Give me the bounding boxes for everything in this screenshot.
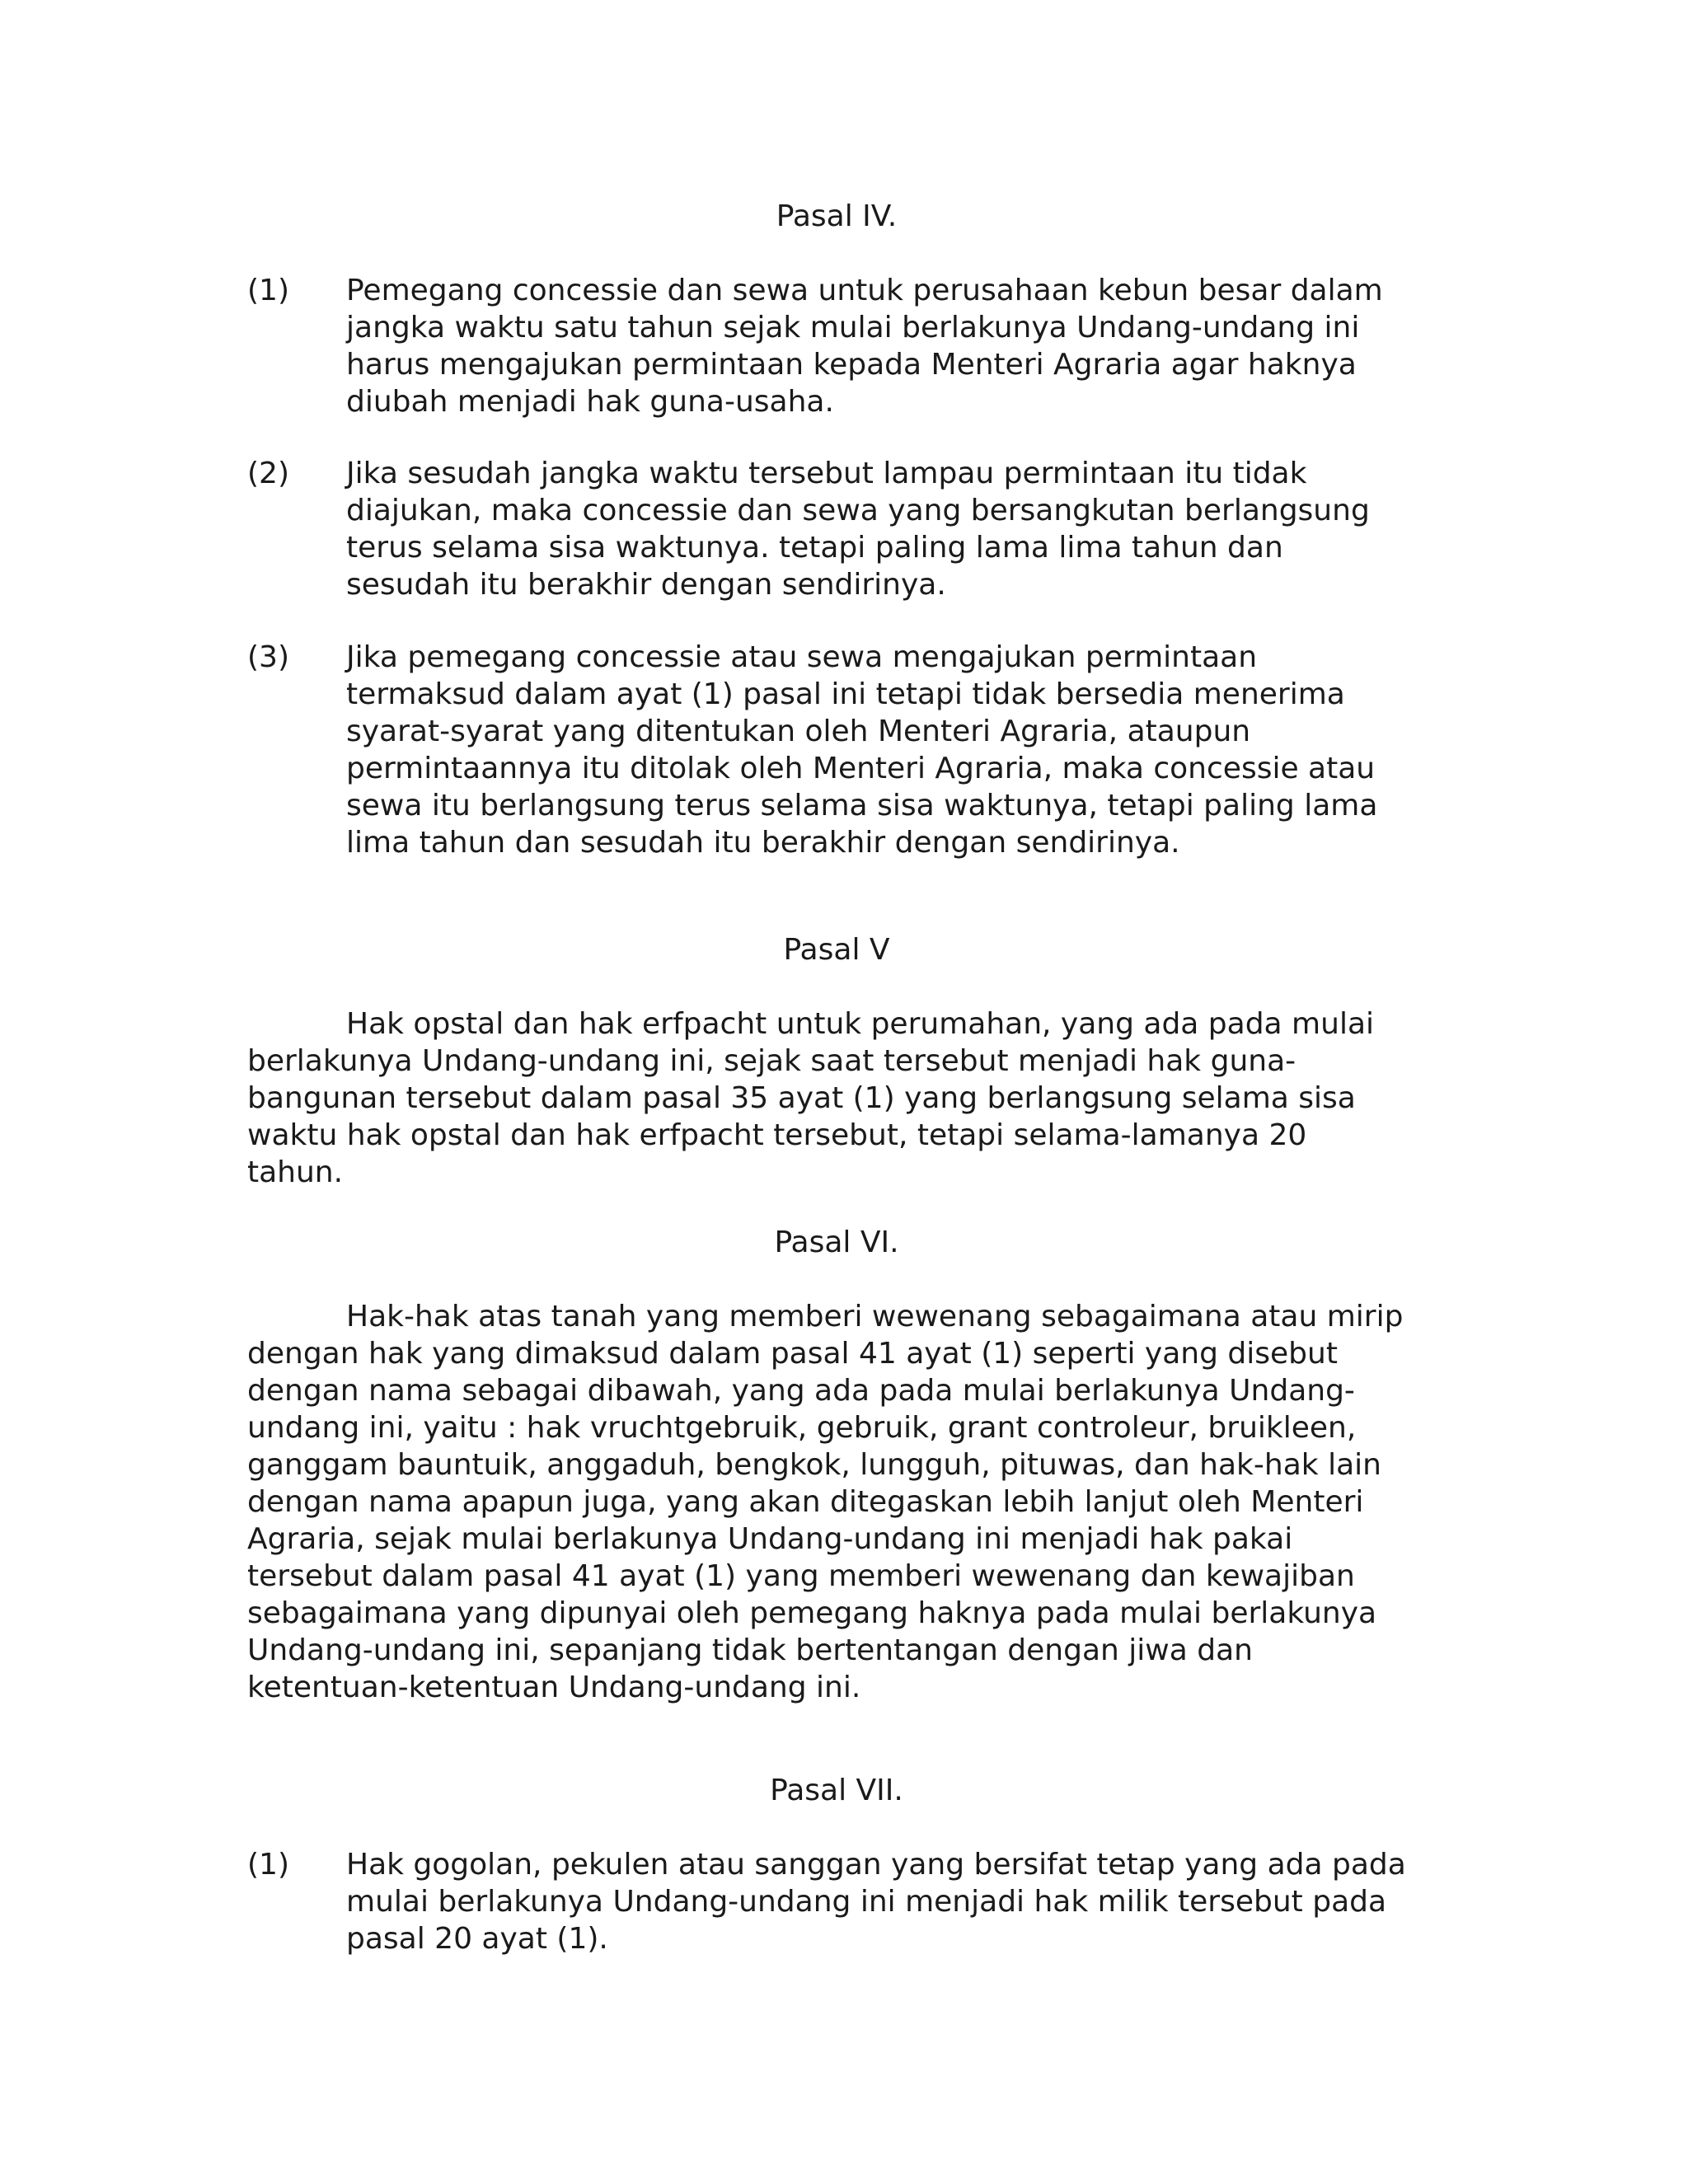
text-line: Jika sesudah jangka waktu tersebut lampau permintaan itu tidak	[346, 457, 1307, 490]
text-line: termaksud dalam ayat (1) pasal ini tetapi tidak bersedia menerima	[346, 677, 1345, 711]
text-line: Hak opstal dan hak erfpacht untuk perumahan, yang ada pada mulai	[346, 1007, 1375, 1041]
pasal-iv-heading: Pasal IV.	[776, 199, 898, 233]
text-line: Hak gogolan, pekulen atau sanggan yang bersifat tetap yang ada pada	[346, 1848, 1406, 1882]
ayat-number: (1)	[247, 1848, 289, 1882]
text-line: Jika pemegang concessie atau sewa mengajukan permintaan	[346, 640, 1258, 674]
text-line: tahun.	[247, 1155, 344, 1189]
ayat-text	[346, 1846, 1442, 1957]
text-line: sesudah itu berakhir dengan sendirinya.	[346, 568, 946, 602]
text-line: dengan nama sebagai dibawah, yang ada pada mulai berlakunya Undang-	[247, 1374, 1355, 1408]
text-line: ketentuan-ketentuan Undang-undang ini.	[247, 1671, 861, 1704]
pasal-vi-paragraph	[247, 1298, 1442, 1706]
text-line: dengan nama apapun juga, yang akan ditegaskan lebih lanjut oleh Menteri	[247, 1485, 1364, 1519]
pasal-vii-ayat-1	[247, 1846, 1442, 1957]
text-line: lima tahun dan sesudah itu berakhir dengan sendirinya.	[346, 826, 1180, 860]
pasal-vii-heading: Pasal VII.	[770, 1774, 903, 1807]
ayat-text	[346, 272, 1442, 420]
text-line: Undang-undang ini, sepanjang tidak bertentangan dengan jiwa dan	[247, 1633, 1253, 1667]
ayat-number: (2)	[247, 457, 289, 490]
text-line: mulai berlakunya Undang-undang ini menjadi hak milik tersebut pada	[346, 1885, 1387, 1919]
text-line: sebagaimana yang dipunyai oleh pemegang haknya pada mulai berlakunya	[247, 1596, 1377, 1630]
text-line: sewa itu berlangsung terus selama sisa waktunya, tetapi paling lama	[346, 789, 1378, 823]
ayat-number: (3)	[247, 640, 289, 674]
text-line: permintaannya itu ditolak oleh Menteri Agraria, maka concessie atau	[346, 752, 1376, 785]
ayat-text	[346, 455, 1442, 603]
text-line: berlakunya Undang-undang ini, sejak saat tersebut menjadi hak guna-	[247, 1044, 1296, 1078]
pasal-iv-ayat-3	[247, 639, 1442, 861]
text-line: harus mengajukan permintaan kepada Menteri Agraria agar haknya	[346, 348, 1357, 382]
text-line: diubah menjadi hak guna-usaha.	[346, 385, 834, 419]
text-line: pasal 20 ayat (1).	[346, 1922, 608, 1956]
text-line: Agraria, sejak mulai berlakunya Undang-undang ini menjadi hak pakai	[247, 1522, 1293, 1556]
pasal-vi-heading: Pasal VI.	[774, 1226, 899, 1259]
text-line: undang ini, yaitu : hak vruchtgebruik, gebruik, grant controleur, bruikleen,	[247, 1411, 1357, 1445]
text-line: jangka waktu satu tahun sejak mulai berlakunya Undang-undang ini	[346, 311, 1360, 344]
pasal-v-heading: Pasal V	[783, 933, 890, 967]
text-line: waktu hak opstal dan hak erfpacht tersebut, tetapi selama-lamanya 20	[247, 1118, 1307, 1152]
text-line: Hak-hak atas tanah yang memberi wewenang sebagaimana atau mirip	[346, 1300, 1404, 1333]
text-line: tersebut dalam pasal 41 ayat (1) yang memberi wewenang dan kewajiban	[247, 1559, 1355, 1593]
ayat-number: (1)	[247, 274, 289, 307]
text-line: Pemegang concessie dan sewa untuk perusahaan kebun besar dalam	[346, 274, 1383, 307]
text-line: terus selama sisa waktunya. tetapi paling lama lima tahun dan	[346, 531, 1283, 565]
text-line: diajukan, maka concessie dan sewa yang bersangkutan berlangsung	[346, 494, 1370, 527]
pasal-iv-ayat-1	[247, 272, 1442, 420]
text-line: dengan hak yang dimaksud dalam pasal 41 ayat (1) seperti yang disebut	[247, 1337, 1338, 1371]
text-line: bangunan tersebut dalam pasal 35 ayat (1) yang berlangsung selama sisa	[247, 1081, 1356, 1115]
pasal-iv-ayat-2	[247, 455, 1442, 603]
text-line: ganggam bauntuik, anggaduh, bengkok, lungguh, pituwas, dan hak-hak lain	[247, 1448, 1381, 1482]
ayat-text	[346, 639, 1442, 861]
pasal-v-paragraph	[247, 1005, 1442, 1191]
text-line: syarat-syarat yang ditentukan oleh Menteri Agraria, ataupun	[346, 715, 1251, 748]
